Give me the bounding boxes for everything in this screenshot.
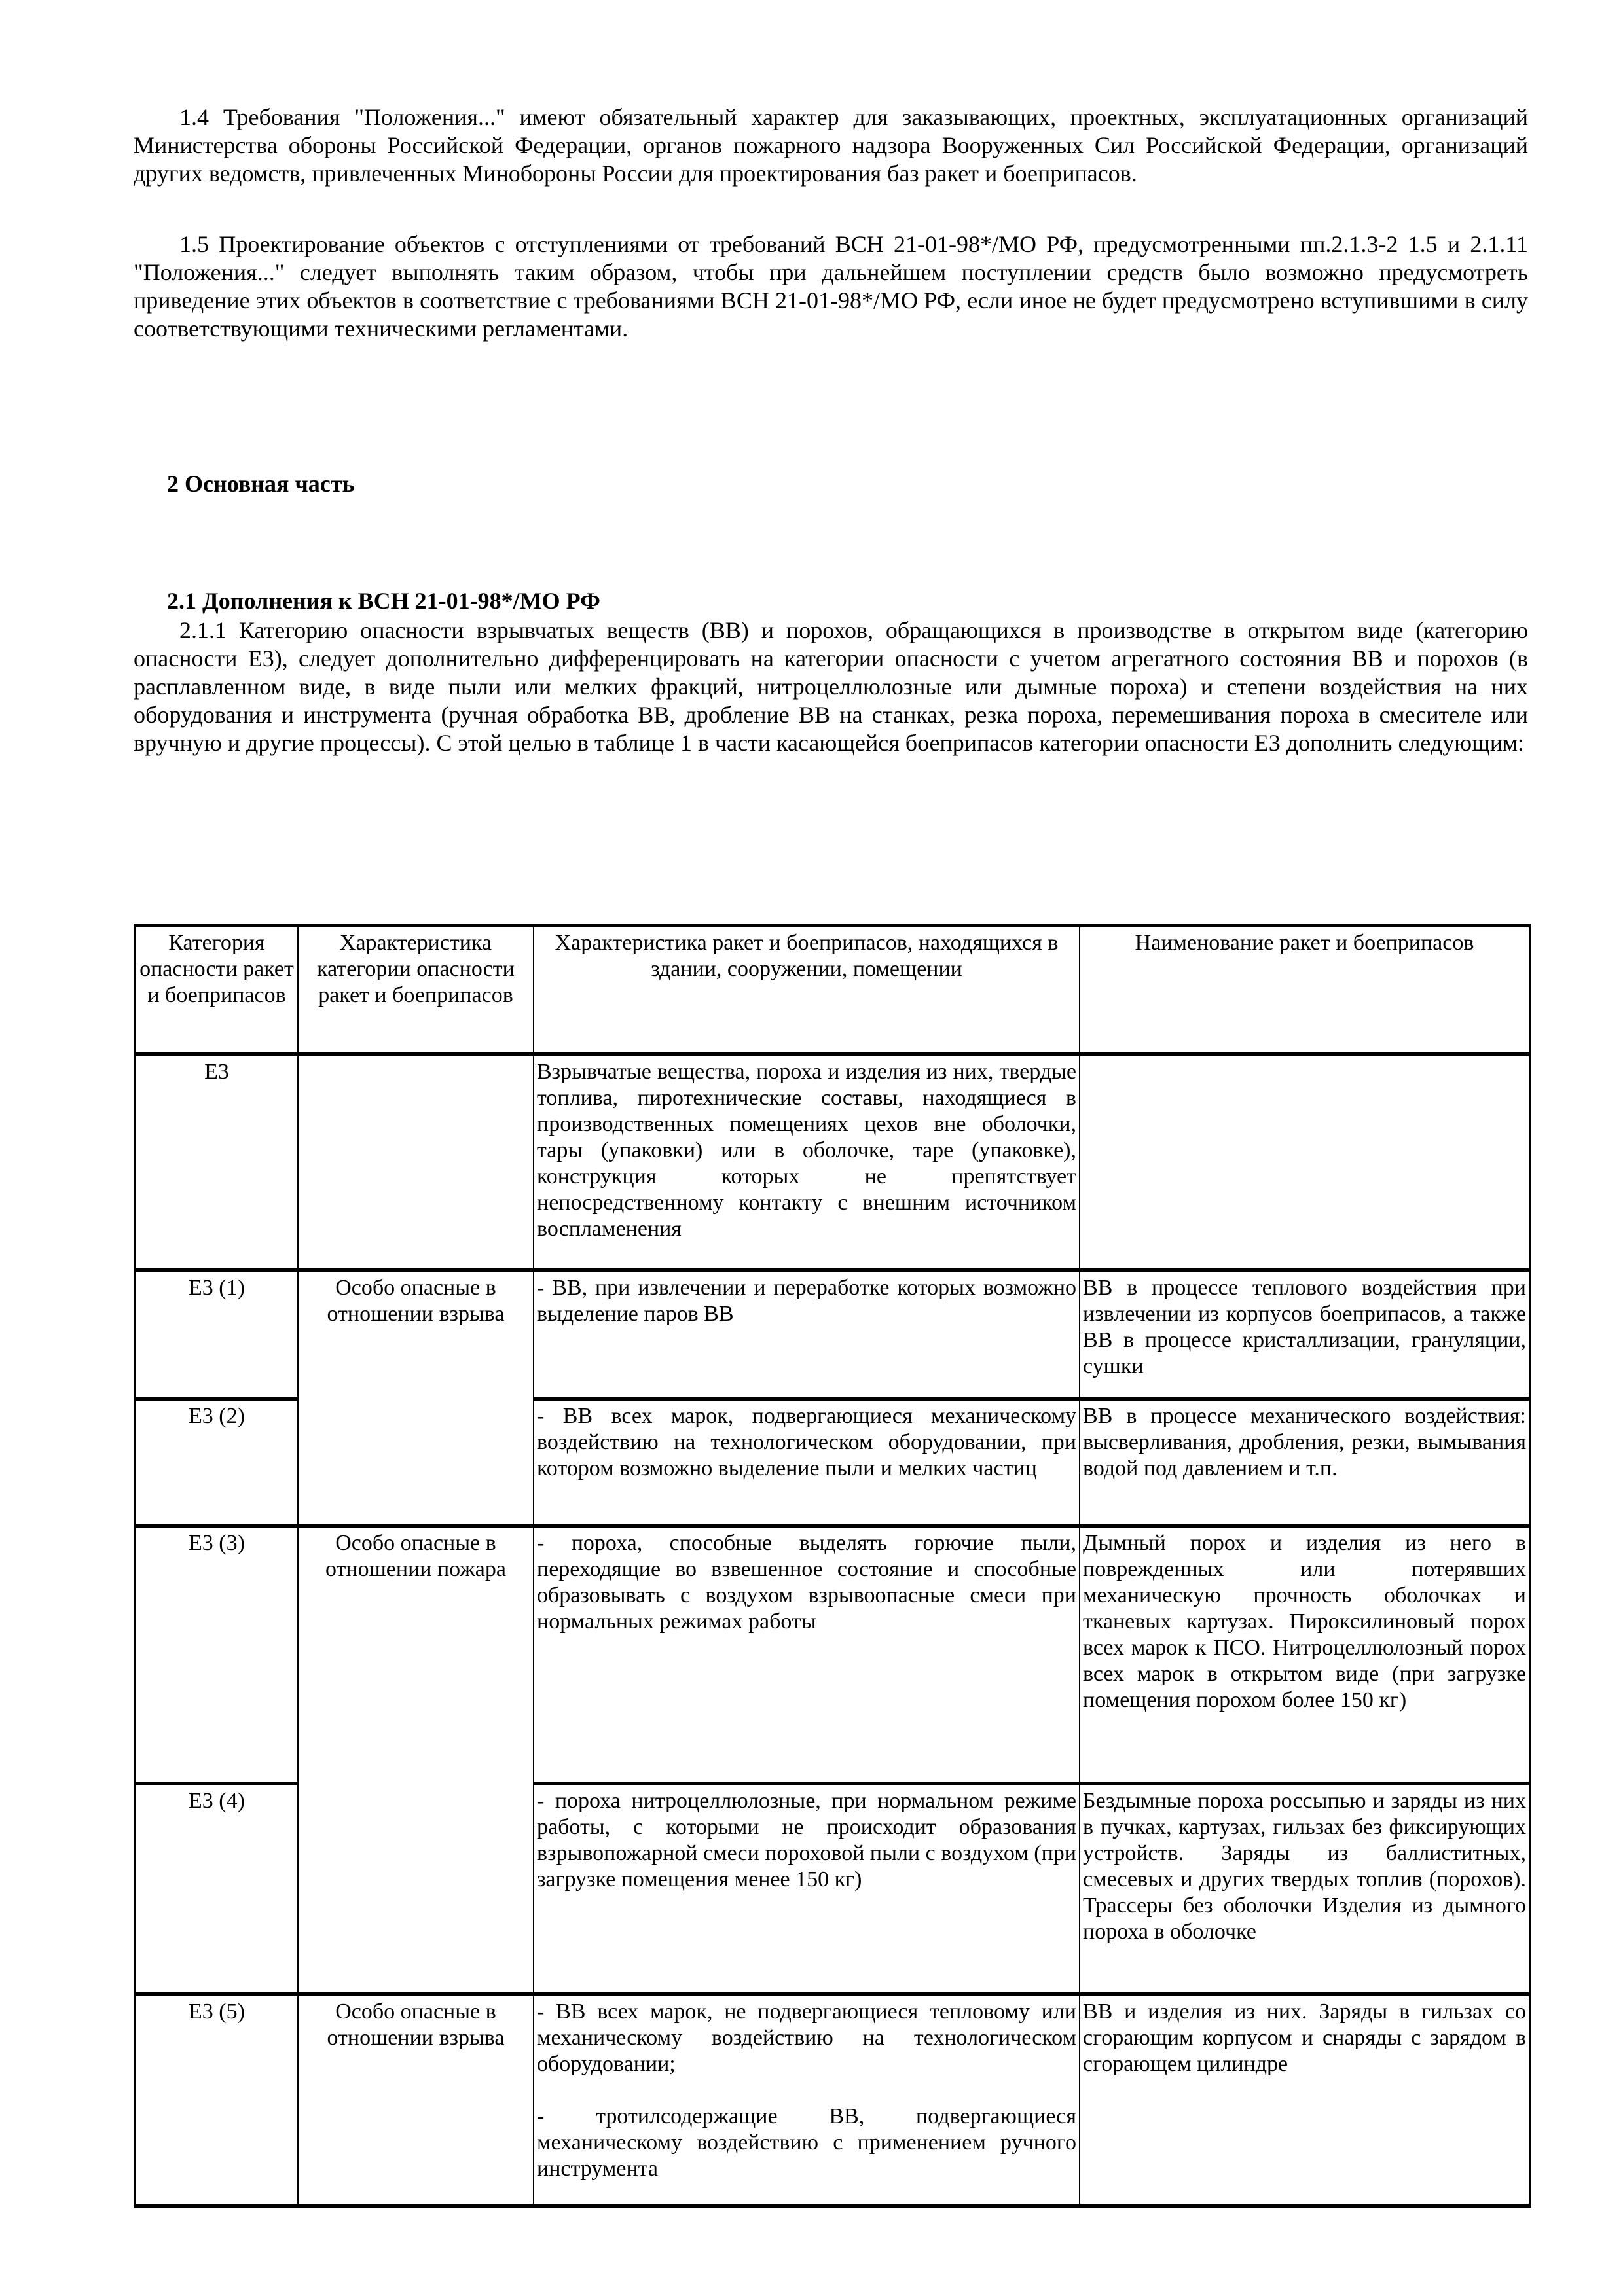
cell-category: Е3 (5) <box>135 1994 298 2206</box>
header-category-characteristic: Характеристика категории опасности ракет и боеприпасов <box>298 925 534 1054</box>
header-item-characteristic: Характеристика ракет и боеприпасов, находящихся в здании, сооружении, помещении <box>534 925 1080 1054</box>
cell-category: Е3 <box>135 1054 298 1270</box>
cell-name: ВВ в процессе теплового воздействия при извлечении из корпусов боеприпасов, а также ВВ в процессе кристаллизации, грануляции, сушки <box>1080 1270 1530 1399</box>
description-item-2: - тротилсодержащие ВВ, подвергающиеся механическому воздействию с применением ручного инструмента <box>537 2104 1076 2181</box>
table-row <box>135 1994 1530 2206</box>
section-heading-2-1: 2.1 Дополнения к ВСН 21-01-98*/МО РФ <box>167 588 600 614</box>
section-heading-2: 2 Основная часть <box>167 471 355 497</box>
cell-category: Е3 (4) <box>135 1784 298 1994</box>
cell-name: Дымный порох и изделия из него в поврежденных или потерявших механическую прочность оболочках и тканевых картузах. Пироксилиновый порох всех марок к ПСО. Нитроцеллюлозный порох всех марок в открытом виде (при загрузке помещения порохом более 150 кг) <box>1080 1526 1530 1784</box>
cell-description: - пороха нитроцеллюлозные, при нормальном режиме работы, с которыми не происходит образования взрывопожарной смеси пороховой пыли с воздухом (при загрузке помещения менее 150 кг) <box>534 1784 1080 1994</box>
table-header-row <box>135 925 1530 1054</box>
cell-name <box>1080 1054 1530 1270</box>
cell-description <box>534 1994 1080 2206</box>
table-row <box>135 1270 1530 1399</box>
paragraph-2-1-1: 2.1.1 Категорию опасности взрывчатых веществ (ВВ) и порохов, обращающихся в производстве в открытом виде (категорию опасности Е3), следует дополнительно дифференцировать на категории опасности с учетом агрегатного состояния ВВ и порохов (в расплавленном виде, в виде пыли или мелких фракций, нитроцеллюлозные или дымные пороха) и степени воздействия на них оборудования и инструмента (ручная обработка ВВ, дробление ВВ на станках, резка пороха, перемешивания пороха в смесителе или вручную и другие процессы). С этой целью в таблице 1 в части касающейся боеприпасов категории опасности Е3 дополнить следующим: <box>134 617 1528 756</box>
cell-name: ВВ в процессе механического воздействия: высверливания, дробления, резки, вымывания водой под давлением и т.п. <box>1080 1399 1530 1526</box>
description-item-1: - ВВ всех марок, не подвергающиеся тепловому или механическому воздействию на технологическом оборудовании; <box>537 2000 1076 2076</box>
table-row <box>135 1054 1530 1270</box>
cell-category: Е3 (1) <box>135 1270 298 1399</box>
paragraph-1-5: 1.5 Проектирование объектов с отступлениями от требований ВСН 21-01-98*/МО РФ, предусмотренными пп.2.1.3-2 1.5 и 2.1.11 "Положения..." следует выполнять таким образом, чтобы при дальнейшем поступлении средств было возможно предусмотреть приведение этих объектов в соответствие с требованиями ВСН 21-01-98*/МО РФ, если иное не будет предусмотрено вступившими в силу соответствующими техническими регламентами. <box>134 231 1528 342</box>
cell-name: ВВ и изделия из них. Заряды в гильзах со сгорающим корпусом и снаряды с зарядом в сгорающем цилиндре <box>1080 1994 1530 2206</box>
header-item-name: Наименование ракет и боеприпасов <box>1080 925 1530 1054</box>
cell-characteristic: Особо опасные в отношении взрыва <box>298 1270 534 1526</box>
cell-category: Е3 (2) <box>135 1399 298 1526</box>
cell-description: - ВВ всех марок, подвергающиеся механическому воздействию на технологическом оборудовании, при котором возможно выделение пыли и мелких частиц <box>534 1399 1080 1526</box>
cell-characteristic: Особо опасные в отношении пожара <box>298 1526 534 1994</box>
header-category: Категория опасности ракет и боеприпасов <box>135 925 298 1054</box>
cell-description: - ВВ, при извлечении и переработке которых возможно выделение паров ВВ <box>534 1270 1080 1399</box>
table-row <box>135 1526 1530 1784</box>
cell-description: Взрывчатые вещества, пороха и изделия из них, твердые топлива, пиротехнические составы, находящиеся в производственных помещениях цехов вне оболочки, тары (упаковки) или в оболочке, таре (упаковке), конструкция которых не препятствует непосредственному контакту с внешним источником воспламенения <box>534 1054 1080 1270</box>
cell-name: Бездымные пороха россыпью и заряды из них в пучках, картузах, гильзах без фиксирующих устройств. Заряды из баллиститных, смесевых и других твердых топлив (порохов). Трассеры без оболочки Изделия из дымного пороха в оболочке <box>1080 1784 1530 1994</box>
cell-description: - пороха, способные выделять горючие пыли, переходящие во взвешенное состояние и способные образовывать с воздухом взрывоопасные смеси при нормальных режимах работы <box>534 1526 1080 1784</box>
paragraph-1-4: 1.4 Требования "Положения..." имеют обязательный характер для заказывающих, проектных, эксплуатационных организаций Министерства обороны Российской Федерации, органов пожарного надзора Вооруженных Сил Российской Федерации, организаций других ведомств, привлеченных Минобороны России для проектирования баз ракет и боеприпасов. <box>134 104 1528 187</box>
cell-characteristic <box>298 1054 534 1270</box>
cell-category: Е3 (3) <box>135 1526 298 1784</box>
hazard-category-table <box>134 924 1531 2208</box>
cell-characteristic: Особо опасные в отношении взрыва <box>298 1994 534 2206</box>
